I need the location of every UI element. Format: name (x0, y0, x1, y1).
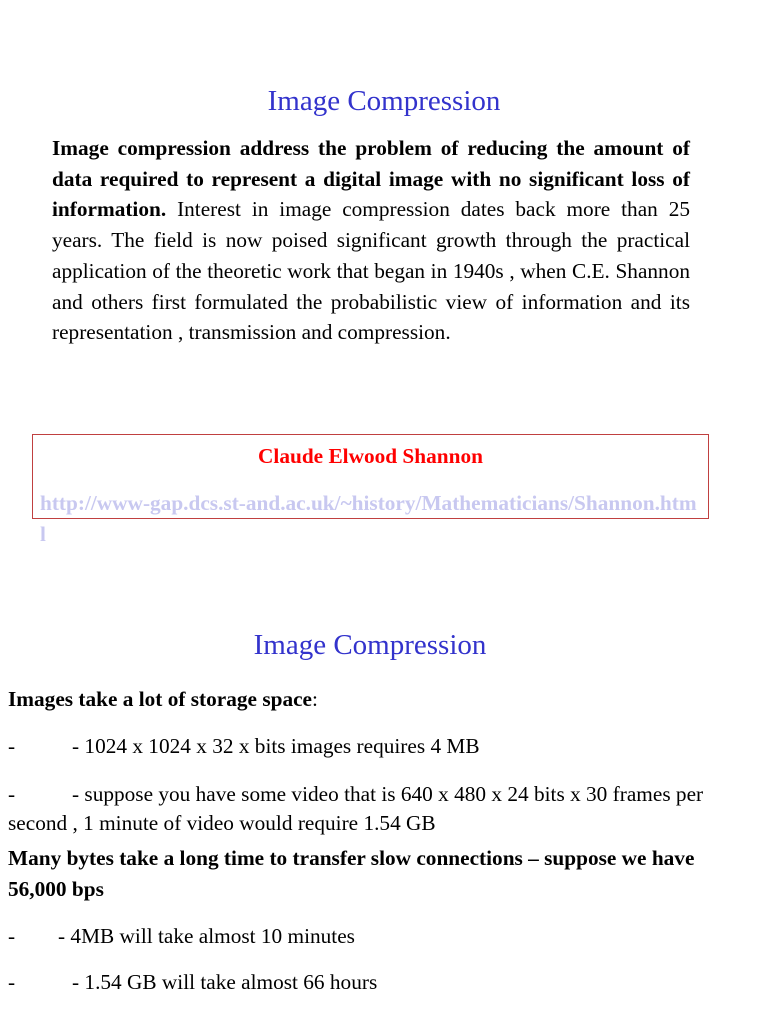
storage-heading (8, 684, 708, 715)
bullet-text: - suppose you have some video that is 640 x 480 x 24 bits x 30 frames per second , 1 minute of video would require 1.54 GB (8, 782, 704, 835)
reference-name: Claude Elwood Shannon (258, 444, 483, 468)
transfer-bullet (8, 922, 708, 951)
storage-bullet (8, 732, 708, 761)
bullet-text: - 1024 x 1024 x 32 x bits images requires 4 MB (72, 734, 480, 758)
reference-link[interactable]: http://www-gap.dcs.st-and.ac.uk/~history/Mathematicians/Shannon.html (40, 491, 697, 546)
bullet-text: - 4MB will take almost 10 minutes (58, 924, 355, 948)
bullet-dash: - (8, 924, 16, 948)
bullet-dash: - (8, 970, 16, 994)
intro-body-text: Interest in image compression dates back more than 25 years. The field is now poised significant growth through the practical application of the theoretic work that began in 1940s , when C.E. Shannon and others first formulated the probabilistic view of information and its representation , transmission and compression. (52, 197, 690, 345)
storage-heading-colon: : (312, 687, 318, 711)
transfer-bullet (8, 968, 708, 997)
transfer-heading: Many bytes take a long time to transfer slow connections – suppose we have 56,000 bps (8, 846, 695, 901)
slide-2-title: Image Compression (253, 629, 487, 661)
bullet-text: - 1.54 GB will take almost 66 hours (72, 970, 378, 994)
intro-paragraph (52, 133, 690, 348)
intro-bold-sentence: Image compression address the problem of reducing the amount of data required to represent a digital image with no significant loss of information. (52, 136, 690, 222)
bullet-dash: - (8, 734, 16, 758)
bullet-dash: - (8, 782, 16, 806)
storage-bullet (8, 780, 708, 838)
slide-1-title: Image Compression (267, 85, 501, 117)
storage-heading-text: Images take a lot of storage space (8, 687, 313, 711)
